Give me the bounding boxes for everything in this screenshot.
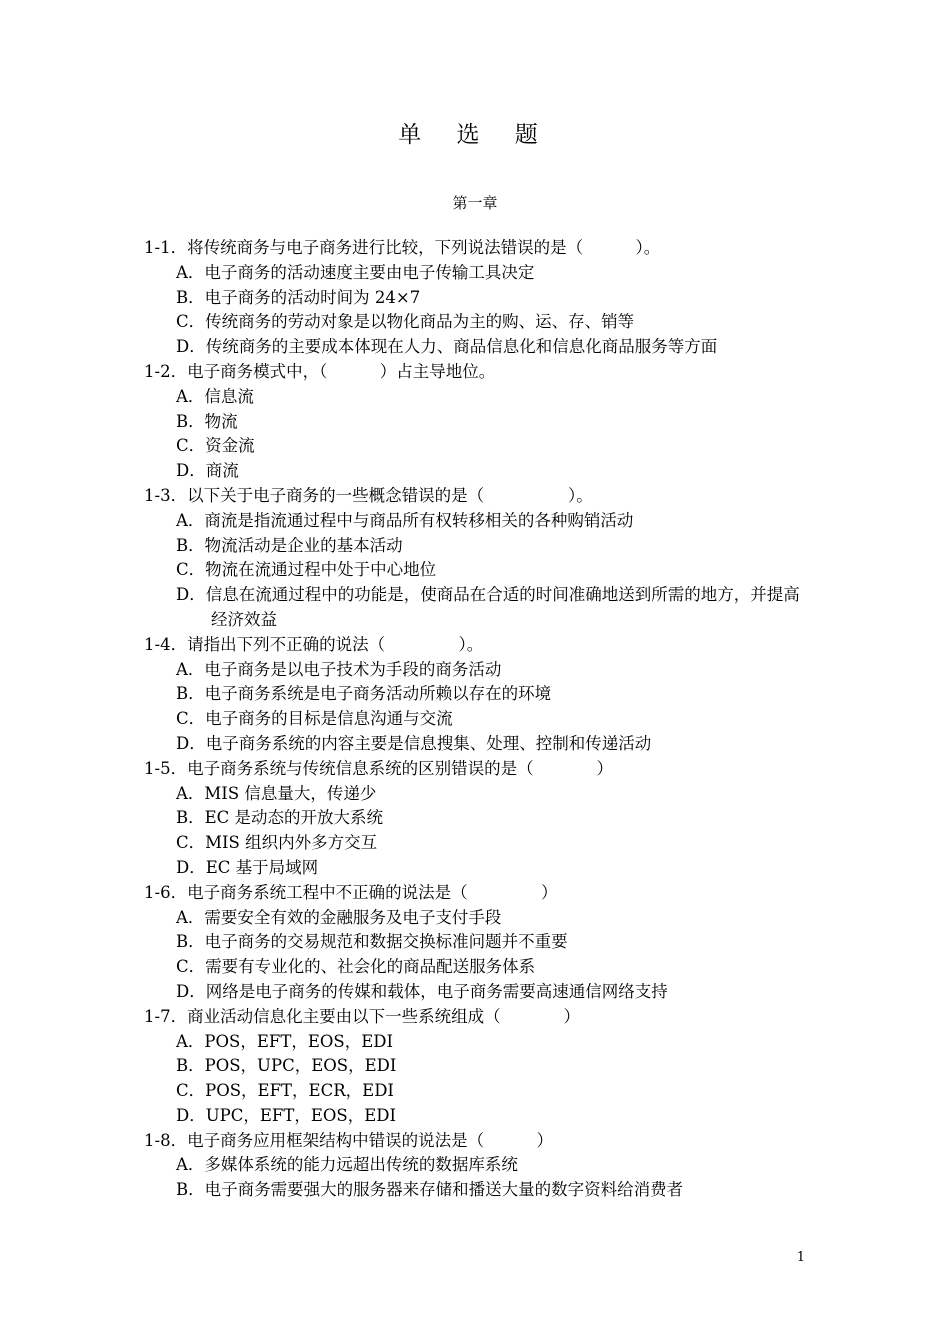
option-a: A．商流是指流通过程中与商品所有权转移相关的各种购销活动 <box>176 510 634 530</box>
option-b: B．电子商务系统是电子商务活动所赖以存在的环境 <box>176 684 552 704</box>
question-1-1 <box>144 236 824 360</box>
option-c: C．POS，EFT，ECR，EDI <box>176 1081 394 1101</box>
option-b: B．电子商务需要强大的服务器来存储和播送大量的数字资料给消费者 <box>176 1180 684 1200</box>
question-list <box>144 236 824 1203</box>
page-title: 单 选 题 <box>398 122 552 148</box>
question-text: 1-4．请指出下列不正确的说法（ ）。 <box>144 634 484 654</box>
option-b: B．物流活动是企业的基本活动 <box>176 535 403 555</box>
question-1-7 <box>144 1005 824 1129</box>
option-d: D．UPC，EFT，EOS，EDI <box>176 1105 397 1125</box>
option-a: A．多媒体系统的能力远超出传统的数据库系统 <box>176 1155 518 1175</box>
option-d: D．传统商务的主要成本体现在人力、商品信息化和信息化商品服务等方面 <box>176 337 718 357</box>
question-text: 1-7．商业活动信息化主要由以下一些系统组成（ ） <box>144 1006 581 1026</box>
question-1-6 <box>144 881 824 1005</box>
chapter-heading: 第一章 <box>452 194 498 212</box>
option-a: A．电子商务的活动速度主要由电子传输工具决定 <box>176 262 535 282</box>
option-b: B．电子商务的活动时间为 24×7 <box>176 287 421 307</box>
option-c: C．资金流 <box>176 436 255 456</box>
question-text: 1-2．电子商务模式中，（ ）占主导地位。 <box>144 361 496 381</box>
option-a: A．信息流 <box>176 386 254 406</box>
option-d: D．EC 基于局域网 <box>176 857 319 877</box>
option-b: B．电子商务的交易规范和数据交换标准问题并不重要 <box>176 932 568 952</box>
question-text: 1-1．将传统商务与电子商务进行比较，下列说法错误的是（ ）。 <box>144 238 661 257</box>
option-a: A．需要安全有效的金融服务及电子支付手段 <box>176 907 502 927</box>
option-b: B．EC 是动态的开放大系统 <box>176 808 384 828</box>
option-d: D．信息在流通过程中的功能是，使商品在合适的时间准确地送到所需的地方，并提高经济效益 <box>176 585 800 629</box>
option-c: C．传统商务的劳动对象是以物化商品为主的购、运、存、销等 <box>176 312 635 332</box>
option-c: C．电子商务的目标是信息沟通与交流 <box>176 709 453 729</box>
question-1-5 <box>144 757 824 881</box>
option-b: B．POS，UPC，EOS，EDI <box>176 1056 397 1076</box>
question-text: 1-8．电子商务应用框架结构中错误的说法是（ ） <box>144 1130 554 1150</box>
question-text: 1-5．电子商务系统与传统信息系统的区别错误的是（ ） <box>144 758 614 778</box>
question-1-2 <box>144 360 824 484</box>
page-number: 1 <box>796 1250 805 1265</box>
question-1-8 <box>144 1129 824 1203</box>
option-c: C．需要有专业化的、社会化的商品配送服务体系 <box>176 957 536 977</box>
option-c: C．物流在流通过程中处于中心地位 <box>176 560 437 580</box>
option-c: C．MIS 组织内外多方交互 <box>176 833 378 853</box>
question-text: 1-6．电子商务系统工程中不正确的说法是（ ） <box>144 882 558 902</box>
option-a: A．MIS 信息量大，传递少 <box>176 783 377 803</box>
option-a: A．POS，EFT，EOS，EDI <box>176 1031 394 1051</box>
option-a: A．电子商务是以电子技术为手段的商务活动 <box>176 659 502 679</box>
option-b: B．物流 <box>176 411 238 431</box>
question-1-3 <box>144 484 824 633</box>
option-d: D．电子商务系统的内容主要是信息搜集、处理、控制和传递活动 <box>176 733 652 753</box>
option-d: D．商流 <box>176 461 239 481</box>
option-d: D．网络是电子商务的传媒和载体，电子商务需要高速通信网络支持 <box>176 981 668 1001</box>
question-1-4 <box>144 633 824 757</box>
question-text: 1-3．以下关于电子商务的一些概念错误的是（ ）。 <box>144 485 593 505</box>
